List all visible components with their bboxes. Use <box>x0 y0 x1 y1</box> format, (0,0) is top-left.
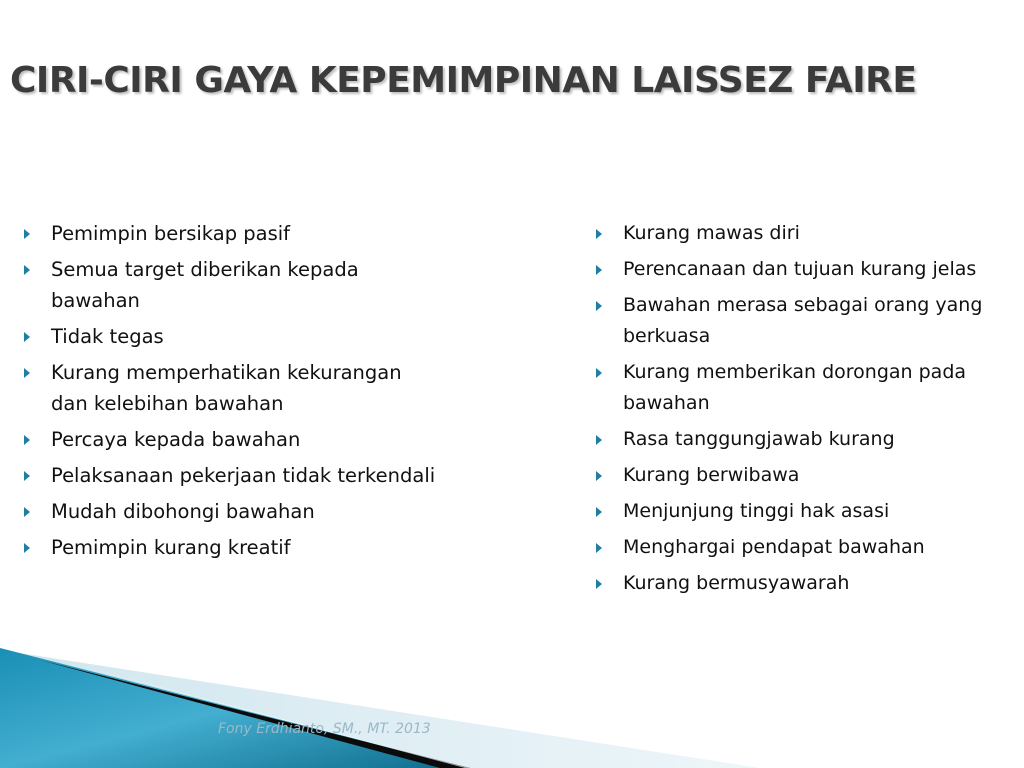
list-item-text: Kurang bermusyawarah <box>623 572 850 594</box>
list-item-text: Pelaksanaan pekerjaan tidak terkendali <box>51 464 436 487</box>
list-item <box>22 460 442 491</box>
list-item <box>594 254 1014 285</box>
list-item-text: Pemimpin bersikap pasif <box>51 222 291 245</box>
list-item-text: Kurang mawas diri <box>623 222 800 244</box>
list-item <box>22 218 442 249</box>
triangle-bullet-icon <box>596 435 602 445</box>
triangle-bullet-icon <box>596 368 602 378</box>
list-item <box>22 254 442 316</box>
list-item <box>594 496 1014 527</box>
list-item <box>594 424 1014 455</box>
triangle-bullet-icon <box>24 471 30 481</box>
footer-credit: Fony Erdhianto, SM., MT. 2013 <box>218 721 431 737</box>
list-item <box>22 424 442 455</box>
triangle-bullet-icon <box>24 265 30 275</box>
list-item-text: Mudah dibohongi bawahan <box>51 500 315 523</box>
triangle-bullet-icon <box>24 507 30 517</box>
list-item <box>22 496 442 527</box>
list-item-text: Rasa tanggungjawab kurang <box>623 428 895 450</box>
list-item-text: Menjunjung tinggi hak asasi <box>623 500 890 522</box>
list-item <box>594 460 1014 491</box>
list-item-text: Tidak tegas <box>51 325 164 348</box>
triangle-bullet-icon <box>596 543 602 553</box>
list-item <box>594 218 1014 249</box>
list-item <box>22 532 442 563</box>
list-item <box>594 568 1014 599</box>
triangle-bullet-icon <box>24 229 30 239</box>
list-item-text: Menghargai pendapat bawahan <box>623 536 925 558</box>
list-item <box>594 357 1014 419</box>
triangle-bullet-icon <box>596 507 602 517</box>
list-item-text: Kurang berwibawa <box>623 464 800 486</box>
right-bullet-list <box>594 218 1014 604</box>
list-item <box>22 357 442 419</box>
list-item-text: Pemimpin kurang kreatif <box>51 536 291 559</box>
list-item-text: Bawahan merasa sebagai orang yang berkuasa <box>623 294 983 347</box>
list-item-text: Percaya kepada bawahan <box>51 428 301 451</box>
decorative-swoosh <box>0 620 1024 768</box>
list-item <box>594 532 1014 563</box>
list-item <box>594 290 1014 352</box>
triangle-bullet-icon <box>596 301 602 311</box>
left-bullet-list <box>22 218 442 568</box>
triangle-bullet-icon <box>596 579 602 589</box>
triangle-bullet-icon <box>24 543 30 553</box>
triangle-bullet-icon <box>24 368 30 378</box>
triangle-bullet-icon <box>24 332 30 342</box>
list-item-text: Kurang memberikan dorongan pada bawahan <box>623 361 967 414</box>
list-item-text: Kurang memperhatikan kekurangan dan kelebihan bawahan <box>51 361 402 415</box>
triangle-bullet-icon <box>596 265 602 275</box>
triangle-bullet-icon <box>596 471 602 481</box>
slide-title: CIRI-CIRI GAYA KEPEMIMPINAN LAISSEZ FAIRE <box>10 60 917 101</box>
list-item-text: Perencanaan dan tujuan kurang jelas <box>623 258 977 280</box>
list-item-text: Semua target diberikan kepada bawahan <box>51 258 359 312</box>
triangle-bullet-icon <box>24 435 30 445</box>
triangle-bullet-icon <box>596 229 602 239</box>
list-item <box>22 321 442 352</box>
